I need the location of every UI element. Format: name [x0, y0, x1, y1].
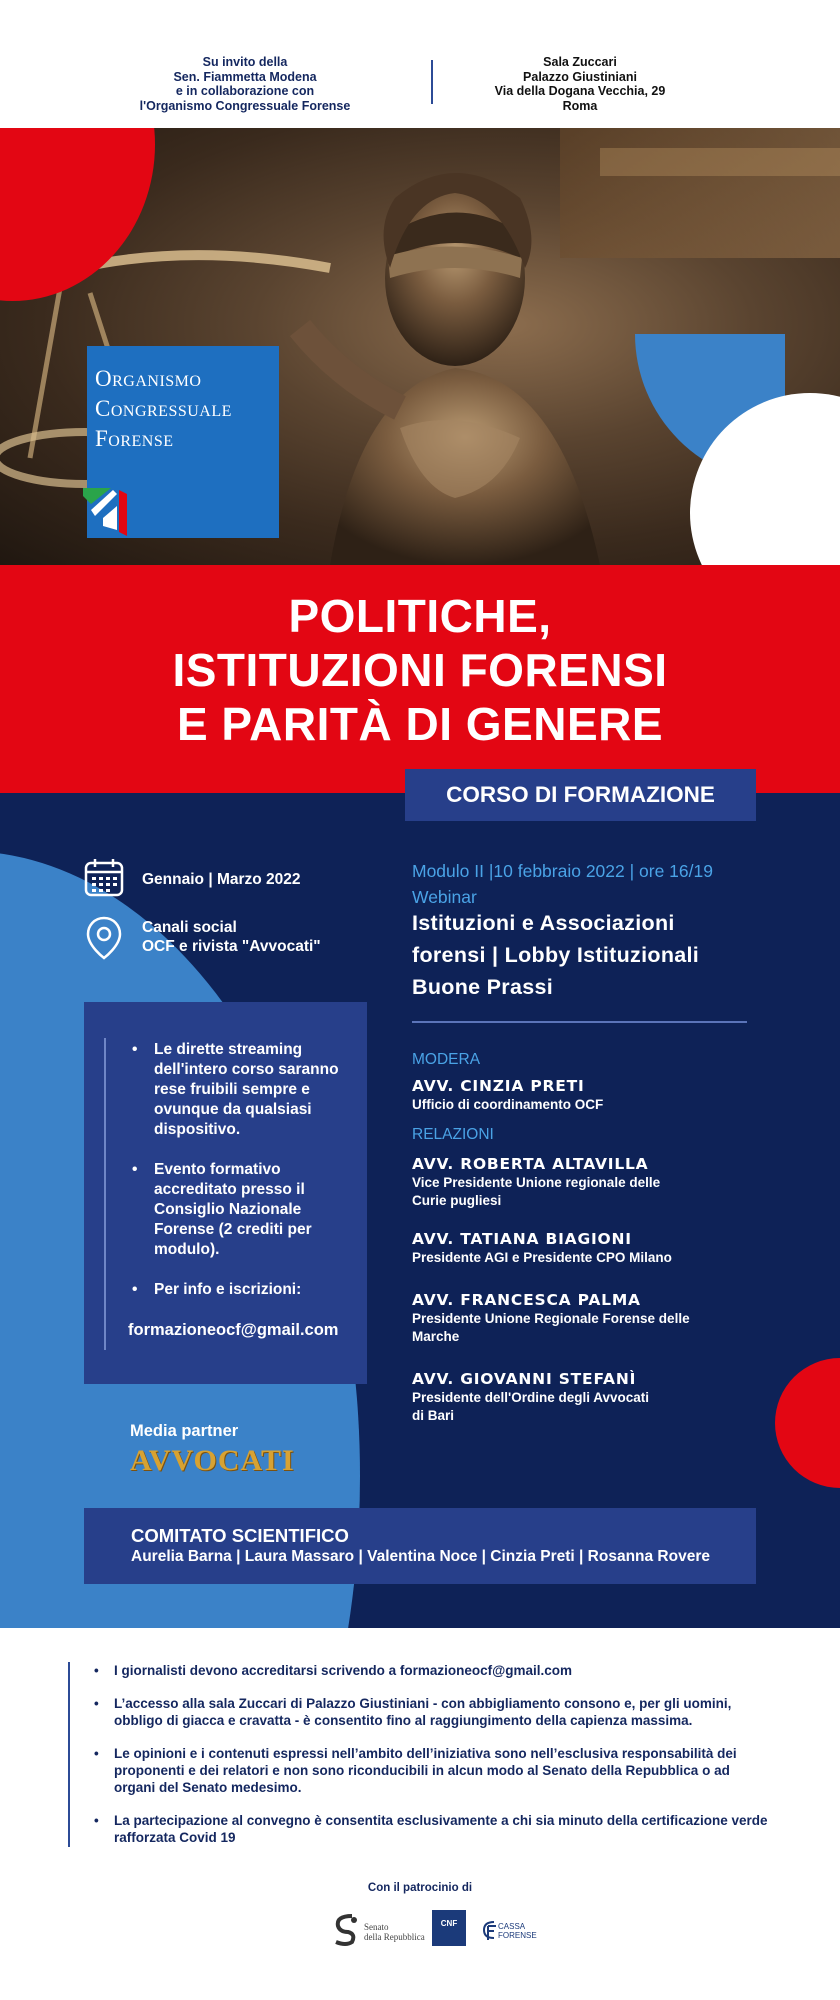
speaker-name: AVV. CINZIA PRETI: [412, 1077, 585, 1095]
info-item: • Per info e iscrizioni:: [128, 1280, 356, 1300]
speaker-name: AVV. TATIANA BIAGIONI: [412, 1230, 632, 1248]
committee-names: Aurelia Barna | Laura Massaro | Valentina Noce | Cinzia Preti | Rosanna Rovere: [131, 1548, 710, 1565]
venue-line: Via della Dogana Vecchia, 29: [494, 84, 666, 98]
dates-text: Gennaio | Marzo 2022: [142, 871, 301, 888]
cassa-forense-logo: [480, 1910, 560, 1950]
invite-line: Su invito della: [202, 55, 288, 69]
speaker-role: Curie pugliesi: [412, 1193, 502, 1208]
note-item: • La partecipazione al convegno è consentita esclusivamente a chi sia minuto della certificazione verde rafforzata Covid 19: [90, 1812, 770, 1846]
venue-line: Palazzo Giustiniani: [523, 69, 637, 84]
info-item: • Le dirette streaming dell'intero corso saranno rese fruibili sempre e ovunque da qualsiasi dispositivo.: [128, 1040, 356, 1140]
committee-heading: COMITATO SCIENTIFICO: [131, 1525, 349, 1546]
info-item: • Evento formativo accreditato presso il Consiglio Nazionale Forense (2 crediti per modulo).: [128, 1160, 356, 1260]
info-box: [84, 1002, 367, 1384]
note-item: • Le opinioni e i contenuti espressi nell’ambito dell’iniziativa sono nell’esclusiva responsabilità dei proponenti e dei relatori e non sono riconducibili in alcun modo al Senato della Repubblica o ad organi del Senato medesimo.: [90, 1745, 770, 1796]
module-title-line: Istituzioni e Associazioni: [412, 911, 675, 935]
speaker-name: AVV. FRANCESCA PALMA: [412, 1291, 641, 1309]
contact-email[interactable]: formazioneocf@gmail.com: [128, 1321, 339, 1339]
speaker: [412, 1229, 742, 1267]
header-bar: [0, 0, 840, 128]
module-info: [412, 858, 762, 910]
speaker: [412, 1290, 742, 1346]
header-divider: [431, 60, 433, 104]
cassa-text: CASSA: [498, 1922, 526, 1931]
patronage-label: Con il patrocinio di: [367, 1882, 473, 1894]
module-title-line: Buone Prassi: [412, 975, 554, 999]
title-line: ISTITUZIONI FORENSI: [172, 644, 668, 696]
speaker: [412, 1369, 742, 1425]
ocf-logo-line: Forense: [95, 426, 174, 451]
course-label: CORSO DI FORMAZIONE: [405, 769, 756, 821]
notes-bar: [68, 1662, 70, 1847]
location-pin-icon: [86, 916, 122, 960]
invite-line: Sen. Fiammetta Modena: [173, 69, 317, 84]
cassa-text: FORENSE: [498, 1931, 537, 1940]
note-item: • L’accesso alla sala Zuccari di Palazzo Giustiniani - con abbigliamento consono e, per gli uomini, obbligo di giacca e cravatta - è consentito fino al raggiungimento della capienza massima.: [90, 1695, 770, 1729]
note-item: • I giornalisti devono accreditarsi scrivendo a formazioneocf@gmail.com: [90, 1662, 770, 1679]
speaker-role: Ufficio di coordinamento OCF: [412, 1097, 604, 1112]
avvocati-logo: AVVOCATI: [130, 1444, 295, 1477]
channels-line: OCF e rivista "Avvocati": [142, 938, 321, 955]
senato-logo: [330, 1910, 426, 1950]
moderator-label: MODERA: [412, 1051, 481, 1068]
senato-text: Senato: [364, 1922, 389, 1932]
venue-line: Sala Zuccari: [543, 55, 617, 69]
speaker-name: AVV. ROBERTA ALTAVILLA: [412, 1155, 649, 1173]
cassa-forense-icon: [480, 1918, 498, 1942]
speaker: [412, 1154, 742, 1210]
ocf-logo-text: [95, 364, 275, 454]
ocf-logo: [87, 346, 279, 538]
title-band: [0, 565, 840, 793]
speakers-label: RELAZIONI: [412, 1126, 494, 1143]
module-title: [412, 907, 762, 1003]
italian-flag-icon: [81, 480, 133, 538]
media-partner-label: Media partner: [130, 1422, 239, 1440]
senato-emblem-icon: [330, 1912, 362, 1948]
scientific-committee: [84, 1508, 756, 1584]
invite-text: [130, 55, 360, 113]
venue-line: Roma: [562, 98, 598, 113]
speaker-role: Presidente AGI e Presidente CPO Milano: [412, 1250, 672, 1265]
speaker-role: Marche: [412, 1329, 460, 1344]
speaker-role: Vice Presidente Unione regionale delle: [412, 1175, 661, 1190]
speaker-role: Presidente dell'Ordine degli Avvocati: [412, 1390, 650, 1405]
notes-list: [90, 1662, 770, 1862]
moderator: [412, 1076, 742, 1114]
event-title: [40, 589, 800, 751]
module-divider: [412, 1021, 747, 1023]
module-date: Modulo II |10 febbraio 2022 | ore 16/19: [412, 861, 713, 881]
title-line: E PARITÀ DI GENERE: [176, 698, 664, 750]
module-title-line: forensi | Lobby Istituzionali: [412, 943, 700, 967]
hero-image: [0, 128, 840, 565]
calendar-icon: [84, 857, 124, 897]
invite-line: e in collaborazione con: [175, 84, 315, 98]
speaker-role: Presidente Unione Regionale Forense delle: [412, 1311, 690, 1326]
speaker-role: di Bari: [412, 1408, 455, 1423]
senato-text: della Repubblica: [364, 1932, 425, 1942]
cnf-logo: [432, 1910, 466, 1950]
speaker-name: AVV. GIOVANNI STEFANÌ: [412, 1370, 637, 1388]
channels-line: Canali social: [142, 919, 237, 936]
ocf-logo-line: Organismo: [95, 366, 202, 391]
cnf-text: CNF: [440, 1919, 458, 1928]
info-box-bar: [104, 1038, 106, 1350]
title-line: POLITICHE,: [288, 590, 552, 642]
info-list: [128, 1040, 356, 1320]
venue-text: [470, 55, 690, 113]
invite-line: l'Organismo Congressuale Forense: [139, 98, 351, 113]
ocf-logo-line: Congressuale: [95, 396, 232, 421]
decor-red-circle: [775, 1358, 840, 1488]
module-format: Webinar: [412, 887, 477, 907]
